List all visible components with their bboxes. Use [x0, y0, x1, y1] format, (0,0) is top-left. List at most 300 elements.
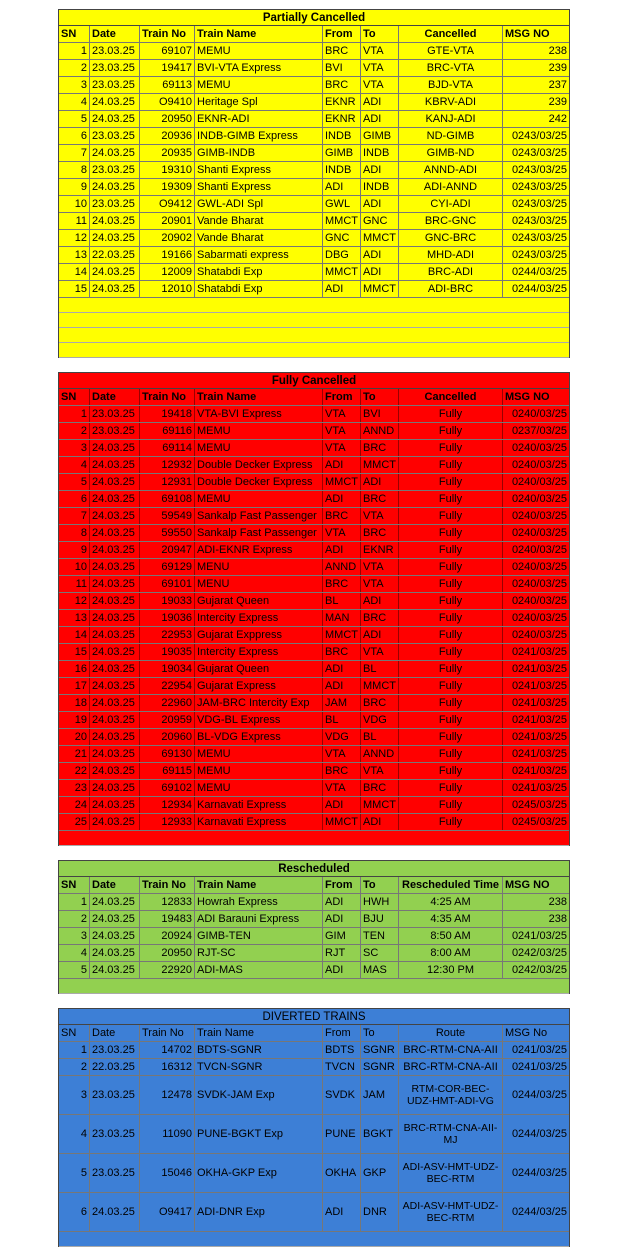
to-cell: ADI [361, 162, 399, 178]
date-cell: 24.03.25 [90, 695, 140, 711]
from-cell: MMCT [323, 814, 361, 830]
status-cell: ANND-ADI [399, 162, 503, 178]
train-no-cell: 69102 [140, 780, 195, 796]
sn-cell: 3 [59, 440, 90, 456]
status-cell: Fully [399, 474, 503, 490]
date-cell: 24.03.25 [90, 593, 140, 609]
table-header-row [59, 26, 569, 43]
train-name-cell: MEMU [195, 763, 323, 779]
msg-no-cell: 0241/03/25 [511, 782, 567, 794]
date-cell: 24.03.25 [90, 928, 140, 944]
column-header: From [323, 877, 361, 893]
sn-cell: 8 [59, 162, 90, 178]
from-cell: PUNE [323, 1115, 361, 1153]
status-cell: Fully [399, 678, 503, 694]
table-row [59, 77, 569, 94]
status-cell: ADI-BRC [399, 281, 503, 297]
msg-no-cell: 0240/03/25 [511, 595, 567, 607]
rescheduled-title: Rescheduled [59, 860, 569, 877]
train-name-cell: INDB-GIMB Express [195, 128, 323, 144]
train-name-cell: MEMU [195, 491, 323, 507]
column-header: Train No [140, 389, 195, 405]
from-cell: ADI [323, 678, 361, 694]
table-row [59, 712, 569, 729]
partially-cancelled-title: Partially Cancelled [59, 9, 569, 26]
sn-cell: 8 [59, 525, 90, 541]
status-cell: Fully [399, 491, 503, 507]
sn-cell: 1 [59, 1042, 90, 1058]
msg-no-cell: 0240/03/25 [511, 561, 567, 573]
column-header: From [323, 26, 361, 42]
to-cell: HWH [361, 894, 399, 910]
status-cell: Fully [399, 729, 503, 745]
msg-no-cell: 0241/03/25 [511, 646, 567, 658]
train-no-cell: 19418 [140, 406, 195, 422]
sn-cell: 11 [59, 213, 90, 229]
train-name-cell: VTA-BVI Express [195, 406, 323, 422]
status-cell: Fully [399, 525, 503, 541]
table-row [59, 406, 569, 423]
status-cell: BRC-RTM-CNA-AII [399, 1059, 503, 1075]
train-no-cell: 69107 [140, 43, 195, 59]
table-row [59, 894, 569, 911]
train-name-cell: Intercity Express [195, 610, 323, 626]
train-name-cell: SVDK-JAM Exp [195, 1076, 323, 1114]
msg-no-cell: 0241/03/25 [511, 1061, 567, 1073]
from-cell: VTA [323, 440, 361, 456]
sn-cell: 2 [59, 60, 90, 76]
msg-no-cell: 0240/03/25 [511, 459, 567, 471]
table-row [59, 1042, 569, 1059]
train-name-cell: EKNR-ADI [195, 111, 323, 127]
table-row [59, 1115, 569, 1154]
sn-cell: 1 [59, 406, 90, 422]
status-cell: Fully [399, 644, 503, 660]
sn-cell: 7 [59, 508, 90, 524]
msg-no-cell: 0243/03/25 [511, 181, 567, 193]
to-cell: BRC [361, 780, 399, 796]
date-cell: 24.03.25 [90, 508, 140, 524]
train-no-cell: 12931 [140, 474, 195, 490]
to-cell: VTA [361, 644, 399, 660]
from-cell: GIM [323, 928, 361, 944]
column-header: Train Name [195, 26, 323, 42]
table-row [59, 525, 569, 542]
table-row [59, 593, 569, 610]
from-cell: EKNR [323, 94, 361, 110]
train-name-cell: BL-VDG Express [195, 729, 323, 745]
msg-no-cell: 0241/03/25 [511, 765, 567, 777]
sn-cell: 6 [59, 1193, 90, 1231]
date-cell: 24.03.25 [90, 627, 140, 643]
msg-no-cell: 0240/03/25 [511, 493, 567, 505]
to-cell: ADI [361, 474, 399, 490]
sn-cell: 18 [59, 695, 90, 711]
rescheduled-section [58, 860, 570, 994]
blank-row [59, 1232, 569, 1247]
sn-cell: 4 [59, 94, 90, 110]
column-header: To [361, 877, 399, 893]
sn-cell: 5 [59, 1154, 90, 1192]
to-cell: ADI [361, 627, 399, 643]
date-cell: 22.03.25 [90, 1059, 140, 1075]
to-cell: BRC [361, 491, 399, 507]
to-cell: INDB [361, 179, 399, 195]
to-cell: VTA [361, 43, 399, 59]
sn-cell: 11 [59, 576, 90, 592]
status-cell: GNC-BRC [399, 230, 503, 246]
table-row [59, 542, 569, 559]
train-no-cell: 20902 [140, 230, 195, 246]
blank-row [59, 313, 569, 328]
from-cell: ADI [323, 179, 361, 195]
table-row [59, 780, 569, 797]
date-cell: 24.03.25 [90, 712, 140, 728]
table-row [59, 1154, 569, 1193]
date-cell: 24.03.25 [90, 661, 140, 677]
train-no-cell: 19309 [140, 179, 195, 195]
table-row [59, 508, 569, 525]
sn-cell: 4 [59, 457, 90, 473]
from-cell: SVDK [323, 1076, 361, 1114]
train-no-cell: O9417 [140, 1193, 195, 1231]
train-name-cell: PUNE-BGKT Exp [195, 1115, 323, 1153]
from-cell: VTA [323, 406, 361, 422]
train-no-cell: 69113 [140, 77, 195, 93]
train-no-cell: 16312 [140, 1059, 195, 1075]
from-cell: BDTS [323, 1042, 361, 1058]
table-row [59, 423, 569, 440]
train-name-cell: ADI-MAS [195, 962, 323, 978]
status-cell: KANJ-ADI [399, 111, 503, 127]
from-cell: MMCT [323, 264, 361, 280]
date-cell: 24.03.25 [90, 281, 140, 297]
to-cell: JAM [361, 1076, 399, 1114]
from-cell: MMCT [323, 474, 361, 490]
train-no-cell: 19417 [140, 60, 195, 76]
rescheduled-table [59, 877, 569, 994]
table-row [59, 911, 569, 928]
sn-cell: 15 [59, 281, 90, 297]
to-cell: BRC [361, 610, 399, 626]
to-cell: BRC [361, 440, 399, 456]
msg-no-cell: 0242/03/25 [511, 947, 567, 959]
from-cell: BRC [323, 644, 361, 660]
to-cell: VTA [361, 763, 399, 779]
table-row [59, 491, 569, 508]
column-header: SN [59, 26, 90, 42]
status-cell: 4:25 AM [399, 894, 503, 910]
partially-cancelled-table [59, 26, 569, 298]
train-name-cell: GWL-ADI Spl [195, 196, 323, 212]
table-header-row [59, 1025, 569, 1042]
sn-cell: 15 [59, 644, 90, 660]
table-row [59, 128, 569, 145]
from-cell: TVCN [323, 1059, 361, 1075]
date-cell: 24.03.25 [90, 525, 140, 541]
train-name-cell: BVI-VTA Express [195, 60, 323, 76]
from-cell: GWL [323, 196, 361, 212]
date-cell: 24.03.25 [90, 213, 140, 229]
to-cell: BRC [361, 695, 399, 711]
msg-no-cell: 0243/03/25 [511, 164, 567, 176]
sn-cell: 19 [59, 712, 90, 728]
sn-cell: 3 [59, 928, 90, 944]
msg-no-cell: 0241/03/25 [511, 731, 567, 743]
column-header: To [361, 389, 399, 405]
sn-cell: 9 [59, 542, 90, 558]
table-row [59, 610, 569, 627]
msg-no-cell: 242 [548, 113, 567, 125]
column-header: SN [59, 877, 90, 893]
msg-no-cell: 0240/03/25 [511, 629, 567, 641]
status-cell: GTE-VTA [399, 43, 503, 59]
from-cell: VTA [323, 746, 361, 762]
column-header: Date [90, 389, 140, 405]
date-cell: 24.03.25 [90, 457, 140, 473]
table-row [59, 247, 569, 264]
train-no-cell: 20960 [140, 729, 195, 745]
date-cell: 24.03.25 [90, 763, 140, 779]
date-cell: 24.03.25 [90, 111, 140, 127]
train-name-cell: Vande Bharat [195, 230, 323, 246]
train-name-cell: ADI-EKNR Express [195, 542, 323, 558]
status-cell: ADI-ANND [399, 179, 503, 195]
train-name-cell: ADI Barauni Express [195, 911, 323, 927]
msg-no-cell: 0243/03/25 [511, 147, 567, 159]
train-no-cell: 15046 [140, 1154, 195, 1192]
date-cell: 23.03.25 [90, 1042, 140, 1058]
status-cell: BRC-ADI [399, 264, 503, 280]
table-row [59, 678, 569, 695]
train-no-cell: 22920 [140, 962, 195, 978]
train-name-cell: MEMU [195, 746, 323, 762]
msg-no-cell: 0243/03/25 [511, 215, 567, 227]
train-no-cell: 69116 [140, 423, 195, 439]
status-cell: Fully [399, 763, 503, 779]
status-cell: GIMB-ND [399, 145, 503, 161]
to-cell: MAS [361, 962, 399, 978]
from-cell: EKNR [323, 111, 361, 127]
msg-no-cell: 237 [548, 79, 567, 91]
sn-cell: 20 [59, 729, 90, 745]
msg-no-cell: 239 [548, 62, 567, 74]
sn-cell: 7 [59, 145, 90, 161]
msg-no-cell: 0240/03/25 [511, 544, 567, 556]
msg-no-cell: 0244/03/25 [511, 1089, 567, 1101]
sn-cell: 5 [59, 962, 90, 978]
fully-cancelled-table [59, 389, 569, 846]
train-no-cell: 19034 [140, 661, 195, 677]
date-cell: 24.03.25 [90, 644, 140, 660]
status-cell: Fully [399, 814, 503, 830]
column-header: To [361, 26, 399, 42]
to-cell: BL [361, 729, 399, 745]
date-cell: 24.03.25 [90, 780, 140, 796]
date-cell: 24.03.25 [90, 797, 140, 813]
from-cell: ADI [323, 894, 361, 910]
status-cell: Fully [399, 457, 503, 473]
column-header: Train No [140, 26, 195, 42]
status-cell: Fully [399, 746, 503, 762]
sn-cell: 2 [59, 423, 90, 439]
to-cell: GIMB [361, 128, 399, 144]
date-cell: 24.03.25 [90, 746, 140, 762]
from-cell: ADI [323, 281, 361, 297]
from-cell: ANND [323, 559, 361, 575]
sn-cell: 13 [59, 610, 90, 626]
train-no-cell: 19310 [140, 162, 195, 178]
status-cell: RTM-COR-BEC-UDZ-HMT-ADI-VG [399, 1076, 503, 1114]
table-row [59, 1076, 569, 1115]
msg-no-cell: 0241/03/25 [511, 714, 567, 726]
to-cell: INDB [361, 145, 399, 161]
status-cell: Fully [399, 712, 503, 728]
status-cell: BRC-RTM-CNA-AII-MJ [399, 1115, 503, 1153]
date-cell: 23.03.25 [90, 43, 140, 59]
sn-cell: 2 [59, 1059, 90, 1075]
to-cell: BVI [361, 406, 399, 422]
table-row [59, 814, 569, 831]
sn-cell: 13 [59, 247, 90, 263]
train-name-cell: Gujarat Queen [195, 593, 323, 609]
train-name-cell: Intercity Express [195, 644, 323, 660]
to-cell: EKNR [361, 542, 399, 558]
column-header: Date [90, 877, 140, 893]
to-cell: VTA [361, 508, 399, 524]
train-name-cell: Sankalp Fast Passenger [195, 525, 323, 541]
to-cell: MMCT [361, 797, 399, 813]
date-cell: 24.03.25 [90, 491, 140, 507]
to-cell: BJU [361, 911, 399, 927]
msg-no-cell: 0240/03/25 [511, 612, 567, 624]
train-no-cell: 20947 [140, 542, 195, 558]
to-cell: ANND [361, 423, 399, 439]
msg-no-cell: 0244/03/25 [511, 1206, 567, 1218]
table-row [59, 695, 569, 712]
from-cell: RJT [323, 945, 361, 961]
msg-no-cell: 0244/03/25 [511, 283, 567, 295]
train-no-cell: 20959 [140, 712, 195, 728]
msg-no-cell: 0243/03/25 [511, 130, 567, 142]
train-no-cell: 20950 [140, 111, 195, 127]
msg-no-cell: 0243/03/25 [511, 198, 567, 210]
table-row [59, 440, 569, 457]
msg-no-cell: 239 [548, 96, 567, 108]
blank-row [59, 831, 569, 846]
sn-cell: 2 [59, 911, 90, 927]
table-row [59, 145, 569, 162]
table-row [59, 644, 569, 661]
date-cell: 24.03.25 [90, 440, 140, 456]
status-cell: Fully [399, 423, 503, 439]
train-no-cell: 20936 [140, 128, 195, 144]
status-cell: Fully [399, 780, 503, 796]
sn-cell: 16 [59, 661, 90, 677]
date-cell: 24.03.25 [90, 474, 140, 490]
column-header: Train Name [195, 877, 323, 893]
train-no-cell: 59550 [140, 525, 195, 541]
train-name-cell: ADI-DNR Exp [195, 1193, 323, 1231]
from-cell: JAM [323, 695, 361, 711]
sn-cell: 6 [59, 491, 90, 507]
train-name-cell: Karnavati Express [195, 797, 323, 813]
msg-no-cell: 0240/03/25 [511, 527, 567, 539]
msg-no-cell: 0241/03/25 [511, 680, 567, 692]
status-cell: ND-GIMB [399, 128, 503, 144]
sn-cell: 5 [59, 111, 90, 127]
status-cell: Fully [399, 695, 503, 711]
train-no-cell: O9410 [140, 94, 195, 110]
from-cell: GIMB [323, 145, 361, 161]
train-no-cell: 69129 [140, 559, 195, 575]
column-header: MSG NO [505, 28, 550, 40]
date-cell: 24.03.25 [90, 145, 140, 161]
msg-no-cell: 238 [548, 913, 567, 925]
table-row [59, 111, 569, 128]
to-cell: BGKT [361, 1115, 399, 1153]
train-name-cell: MENU [195, 559, 323, 575]
train-name-cell: VDG-BL Express [195, 712, 323, 728]
from-cell: GNC [323, 230, 361, 246]
to-cell: ADI [361, 247, 399, 263]
from-cell: MMCT [323, 213, 361, 229]
train-no-cell: 19036 [140, 610, 195, 626]
sn-cell: 12 [59, 230, 90, 246]
train-no-cell: O9412 [140, 196, 195, 212]
date-cell: 24.03.25 [90, 559, 140, 575]
fully-cancelled-section [58, 372, 570, 846]
sn-cell: 22 [59, 763, 90, 779]
status-cell: Fully [399, 610, 503, 626]
fully-cancelled-title: Fully Cancelled [59, 372, 569, 389]
column-header: Route [399, 1025, 503, 1041]
date-cell: 23.03.25 [90, 60, 140, 76]
column-header: From [323, 389, 361, 405]
train-no-cell: 69115 [140, 763, 195, 779]
status-cell: Fully [399, 593, 503, 609]
column-header: SN [59, 1025, 90, 1041]
to-cell: MMCT [361, 678, 399, 694]
date-cell: 24.03.25 [90, 729, 140, 745]
to-cell: TEN [361, 928, 399, 944]
msg-no-cell: 0243/03/25 [511, 232, 567, 244]
to-cell: VDG [361, 712, 399, 728]
date-cell: 24.03.25 [90, 542, 140, 558]
column-header: Train Name [195, 389, 323, 405]
table-row [59, 281, 569, 298]
status-cell: BJD-VTA [399, 77, 503, 93]
from-cell: MMCT [323, 627, 361, 643]
table-row [59, 179, 569, 196]
status-cell: BRC-RTM-CNA-AII [399, 1042, 503, 1058]
column-header: Cancelled [399, 26, 503, 42]
msg-no-cell: 0241/03/25 [511, 663, 567, 675]
train-name-cell: Shanti Express [195, 179, 323, 195]
status-cell: Fully [399, 440, 503, 456]
train-name-cell: RJT-SC [195, 945, 323, 961]
column-header: MSG NO [505, 879, 550, 891]
status-cell: Fully [399, 406, 503, 422]
msg-no-cell: 0245/03/25 [511, 816, 567, 828]
train-no-cell: 12833 [140, 894, 195, 910]
train-no-cell: 12478 [140, 1076, 195, 1114]
msg-no-cell: 0242/03/25 [511, 964, 567, 976]
train-no-cell: 59549 [140, 508, 195, 524]
msg-no-cell: 0241/03/25 [511, 1044, 567, 1056]
status-cell: Fully [399, 508, 503, 524]
sn-cell: 10 [59, 559, 90, 575]
